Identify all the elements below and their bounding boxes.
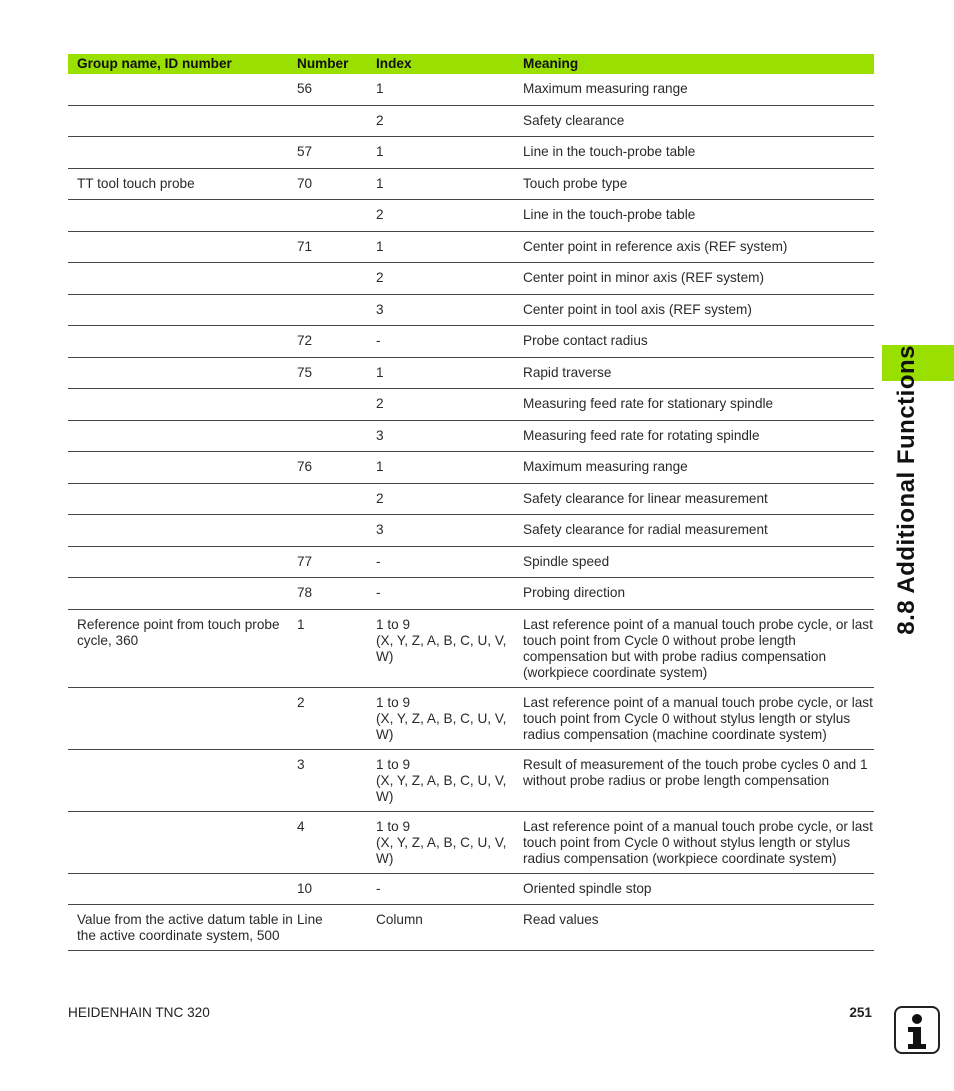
- cell-number: 71: [296, 231, 375, 263]
- cell-index: -: [375, 578, 522, 610]
- cell-group-name: [68, 578, 296, 610]
- cell-meaning: Center point in tool axis (REF system): [522, 294, 874, 326]
- table-row: [68, 389, 874, 421]
- cell-meaning: Probing direction: [522, 578, 874, 610]
- cell-number: 72: [296, 326, 375, 358]
- cell-group-name: [68, 294, 296, 326]
- cell-group-name: [68, 105, 296, 137]
- table-row: [68, 546, 874, 578]
- cell-index: 1: [375, 231, 522, 263]
- cell-number: 75: [296, 357, 375, 389]
- table-row: [68, 687, 874, 749]
- cell-meaning: Center point in minor axis (REF system): [522, 263, 874, 295]
- cell-group-name: [68, 389, 296, 421]
- cell-meaning: Safety clearance for radial measurement: [522, 515, 874, 547]
- cell-group-name: [68, 515, 296, 547]
- cell-group-name: [68, 137, 296, 169]
- table-row: [68, 515, 874, 547]
- cell-number: [296, 263, 375, 295]
- table-row: [68, 294, 874, 326]
- table-header-row: [68, 54, 874, 74]
- cell-number: 10: [296, 873, 375, 905]
- cell-index: 2: [375, 200, 522, 232]
- cell-meaning: Result of measurement of the touch probe cycles 0 and 1 without probe radius or probe length compensation: [522, 749, 874, 811]
- cell-index: 3: [375, 294, 522, 326]
- header-group-name: Group name, ID number: [68, 54, 296, 74]
- parameter-table: [68, 54, 874, 951]
- cell-group-name: [68, 811, 296, 873]
- cell-index: 1 to 9 (X, Y, Z, A, B, C, U, V, W): [375, 749, 522, 811]
- cell-meaning: Center point in reference axis (REF system): [522, 231, 874, 263]
- cell-index: 1 to 9 (X, Y, Z, A, B, C, U, V, W): [375, 687, 522, 749]
- cell-group-name: [68, 74, 296, 105]
- table-row: [68, 200, 874, 232]
- table-row: [68, 483, 874, 515]
- table-body: [68, 74, 874, 951]
- cell-group-name: [68, 483, 296, 515]
- footer-product-name: HEIDENHAIN TNC 320: [68, 1005, 210, 1020]
- table-row: [68, 105, 874, 137]
- cell-number: [296, 294, 375, 326]
- cell-index: 1: [375, 357, 522, 389]
- cell-index: 1 to 9 (X, Y, Z, A, B, C, U, V, W): [375, 811, 522, 873]
- cell-meaning: Line in the touch-probe table: [522, 137, 874, 169]
- cell-group-name: TT tool touch probe: [68, 168, 296, 200]
- cell-group-name: Reference point from touch probe cycle, 360: [68, 609, 296, 687]
- cell-group-name: [68, 687, 296, 749]
- cell-number: 70: [296, 168, 375, 200]
- header-meaning: Meaning: [522, 54, 874, 74]
- table-row: [68, 231, 874, 263]
- cell-number: 56: [296, 74, 375, 105]
- cell-index: 2: [375, 483, 522, 515]
- header-index: Index: [375, 54, 522, 74]
- cell-number: 77: [296, 546, 375, 578]
- cell-meaning: Touch probe type: [522, 168, 874, 200]
- table-row: [68, 357, 874, 389]
- table-row: [68, 420, 874, 452]
- cell-group-name: [68, 263, 296, 295]
- cell-index: 1: [375, 74, 522, 105]
- cell-meaning: Maximum measuring range: [522, 74, 874, 105]
- table-row: [68, 578, 874, 610]
- cell-index: -: [375, 546, 522, 578]
- table-row: [68, 811, 874, 873]
- cell-meaning: Read values: [522, 905, 874, 951]
- cell-group-name: [68, 231, 296, 263]
- cell-number: 78: [296, 578, 375, 610]
- cell-number: 4: [296, 811, 375, 873]
- cell-meaning: Measuring feed rate for stationary spindle: [522, 389, 874, 421]
- cell-group-name: [68, 546, 296, 578]
- cell-index: 2: [375, 389, 522, 421]
- cell-index: Column: [375, 905, 522, 951]
- cell-meaning: Measuring feed rate for rotating spindle: [522, 420, 874, 452]
- cell-meaning: Probe contact radius: [522, 326, 874, 358]
- cell-group-name: [68, 873, 296, 905]
- cell-index: 1: [375, 452, 522, 484]
- cell-index: 2: [375, 263, 522, 295]
- cell-number: [296, 105, 375, 137]
- cell-group-name: [68, 749, 296, 811]
- cell-group-name: [68, 452, 296, 484]
- info-icon: [894, 1006, 940, 1054]
- table-row: [68, 326, 874, 358]
- cell-number: [296, 389, 375, 421]
- parameter-table-container: [68, 54, 874, 951]
- cell-number: [296, 200, 375, 232]
- cell-meaning: Line in the touch-probe table: [522, 200, 874, 232]
- cell-meaning: Last reference point of a manual touch probe cycle, or last touch point from Cycle 0 without stylus length or stylus radius compensation (workpiece coordinate system): [522, 811, 874, 873]
- cell-index: 3: [375, 515, 522, 547]
- table-row: [68, 749, 874, 811]
- cell-meaning: Safety clearance: [522, 105, 874, 137]
- cell-meaning: Last reference point of a manual touch probe cycle, or last touch point from Cycle 0 without stylus length or stylus radius compensation (machine coordinate system): [522, 687, 874, 749]
- cell-index: 3: [375, 420, 522, 452]
- table-row: [68, 905, 874, 951]
- cell-meaning: Oriented spindle stop: [522, 873, 874, 905]
- cell-index: 1 to 9 (X, Y, Z, A, B, C, U, V, W): [375, 609, 522, 687]
- cell-number: [296, 483, 375, 515]
- section-title: 8.8 Additional Functions: [893, 345, 920, 635]
- cell-index: -: [375, 873, 522, 905]
- cell-group-name: [68, 326, 296, 358]
- page-number: 251: [849, 1005, 872, 1020]
- cell-meaning: Rapid traverse: [522, 357, 874, 389]
- table-row: [68, 74, 874, 105]
- table-row: [68, 609, 874, 687]
- table-row: [68, 168, 874, 200]
- cell-number: 3: [296, 749, 375, 811]
- cell-index: -: [375, 326, 522, 358]
- header-number: Number: [296, 54, 375, 74]
- cell-number: 2: [296, 687, 375, 749]
- cell-group-name: Value from the active datum table in the active coordinate system, 500: [68, 905, 296, 951]
- cell-group-name: [68, 357, 296, 389]
- table-row: [68, 263, 874, 295]
- cell-meaning: Safety clearance for linear measurement: [522, 483, 874, 515]
- cell-number: Line: [296, 905, 375, 951]
- cell-meaning: Last reference point of a manual touch probe cycle, or last touch point from Cycle 0 without probe length compensation but with probe radius compensation (workpiece coordinate system): [522, 609, 874, 687]
- table-row: [68, 452, 874, 484]
- cell-number: [296, 515, 375, 547]
- cell-number: 1: [296, 609, 375, 687]
- cell-meaning: Spindle speed: [522, 546, 874, 578]
- cell-meaning: Maximum measuring range: [522, 452, 874, 484]
- cell-index: 1: [375, 168, 522, 200]
- cell-number: 57: [296, 137, 375, 169]
- cell-number: 76: [296, 452, 375, 484]
- table-row: [68, 873, 874, 905]
- cell-index: 1: [375, 137, 522, 169]
- table-row: [68, 137, 874, 169]
- cell-group-name: [68, 420, 296, 452]
- cell-index: 2: [375, 105, 522, 137]
- cell-number: [296, 420, 375, 452]
- cell-group-name: [68, 200, 296, 232]
